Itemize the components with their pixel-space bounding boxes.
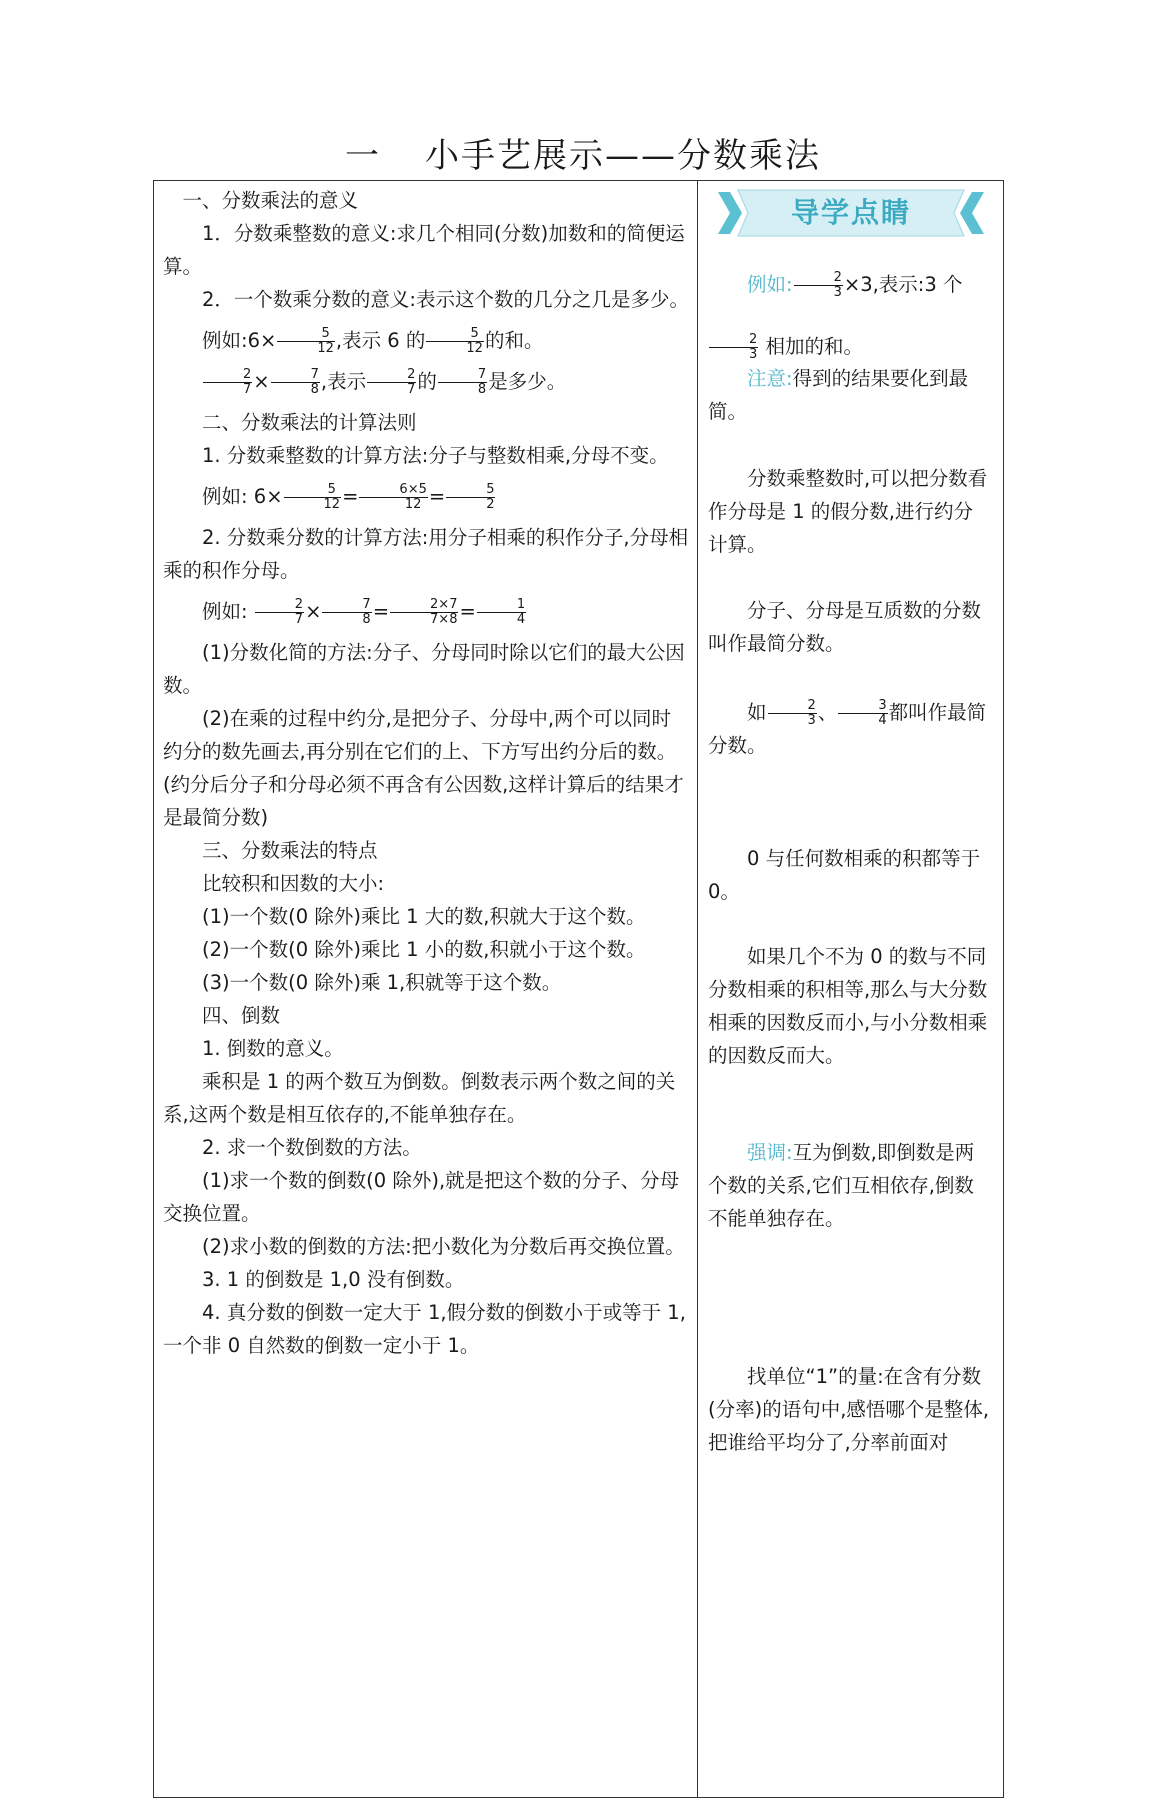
note-example: 例如: $\frac{2}{3}$ ×3,表示:3 个 $\frac{2}{3}$ 相加的和。 — [708, 254, 992, 378]
sidebar-banner-title: 导学点睛 — [790, 196, 911, 229]
section-heading: 四、倒数 — [202, 1004, 281, 1027]
main-column — [163, 184, 690, 1362]
paragraph: 1．分数乘整数的意义:求几个相同(分数)加数和的简便运算。 — [163, 222, 685, 278]
note-zero: 0 与任何数相乘的积都等于 0。 — [708, 847, 981, 903]
paragraph: 乘积是 1 的两个数互为倒数。倒数表示两个数之间的关系,这两个数是相互依存的,不能单独存在。 — [163, 1070, 676, 1126]
example-1: 例如:6× $\frac{5}{12}$ ,表示 6 的 $\frac{5}{12}$ 的和。 — [202, 326, 544, 356]
paragraph: (1)求一个数的倒数(0 除外),就是把这个数的分子、分母交换位置。 — [163, 1169, 680, 1225]
paragraph: 1. 倒数的意义。 — [202, 1037, 344, 1060]
paragraph: 2. 分数乘分数的计算方法:用分子相乘的积作分子,分母相乘的积作分母。 — [163, 526, 689, 582]
example-3: 例如: 6× $\frac{5}{12}$ = $\frac{6\times 5}{12}$ = $\frac{5}{2}$ — [202, 482, 495, 512]
note-compare: 如果几个不为 0 的数与不同分数相乘的积相等,那么与大分数相乘的因数反而小,与小分数相乘的因数反而大。 — [708, 945, 988, 1067]
paragraph: (2)求小数的倒数的方法:把小数化为分数后再交换位置。 — [202, 1235, 685, 1258]
note-simplest-fraction: 分子、分母是互质数的分数叫作最简分数。 — [708, 599, 982, 655]
paragraph: (1)分数化简的方法:分子、分母同时除以它们的最大公因数。 — [163, 641, 685, 697]
paragraph: (2)在乘的过程中约分,是把分子、分母中,两个可以同时约分的数先画去,再分别在它们的上、下方写出约分后的数。(约分后分子和分母必须不再含有公因数,这样计算后的结果才是最简分数) — [163, 707, 684, 829]
paragraph: 3. 1 的倒数是 1,0 没有倒数。 — [202, 1268, 465, 1291]
section-heading: 一、分数乘法的意义 — [182, 189, 359, 212]
paragraph: 1. 分数乘整数的计算方法:分子与整数相乘,分母不变。 — [202, 444, 669, 467]
example-4: 例如: $\frac{2}{7}$ × $\frac{7}{8}$ = $\frac{2\times 7}{7\times 8}$ = $\frac{1}{4}$ — [202, 597, 526, 627]
example-2: $\frac{2}{7}$ × $\frac{7}{8}$ ,表示 $\frac{2}{7}$ 的 $\frac{7}{8}$ 是多少。 — [163, 365, 690, 398]
note-integer-multiply: 分数乘整数时,可以把分数看作分母是 1 的假分数,进行约分计算。 — [708, 467, 988, 556]
paragraph: 4. 真分数的倒数一定大于 1,假分数的倒数小于或等于 1,一个非 0 自然数的倒数一定小于 1。 — [163, 1301, 686, 1357]
chapter-number: 一 — [345, 136, 381, 176]
paragraph: 2. 求一个数倒数的方法。 — [202, 1136, 422, 1159]
note-simplest-example: 如 $\frac{2}{3}$ 、 $\frac{3}{4}$ 都叫作最简分数。 — [708, 698, 987, 757]
chapter-title: 小手艺展示——分数乘法 — [425, 136, 821, 176]
note-unit-one: 找单位“1”的量:在含有分数(分率)的语句中,感悟哪个是整体,把谁给平均分了,分率前面对 — [708, 1365, 990, 1454]
page-title — [0, 128, 1166, 177]
column-divider — [697, 180, 698, 1798]
section-heading: 三、分数乘法的特点 — [202, 839, 378, 862]
paragraph: (1)一个数(0 除外)乘比 1 大的数,积就大于这个数。 — [202, 905, 646, 928]
paragraph: 比较积和因数的大小: — [202, 872, 385, 895]
note-attention: 注意:得到的结果要化到最简。 — [708, 367, 969, 423]
paragraph: 2．一个数乘分数的意义:表示这个数的几分之几是多少。 — [202, 288, 689, 311]
note-emphasis: 强调:互为倒数,即倒数是两个数的关系,它们互相依存,倒数不能单独存在。 — [708, 1141, 975, 1230]
section-heading: 二、分数乘法的计算法则 — [202, 411, 417, 434]
paragraph: (3)一个数(0 除外)乘 1,积就等于这个数。 — [202, 971, 562, 994]
paragraph: (2)一个数(0 除外)乘比 1 小的数,积就小于这个数。 — [202, 938, 646, 961]
